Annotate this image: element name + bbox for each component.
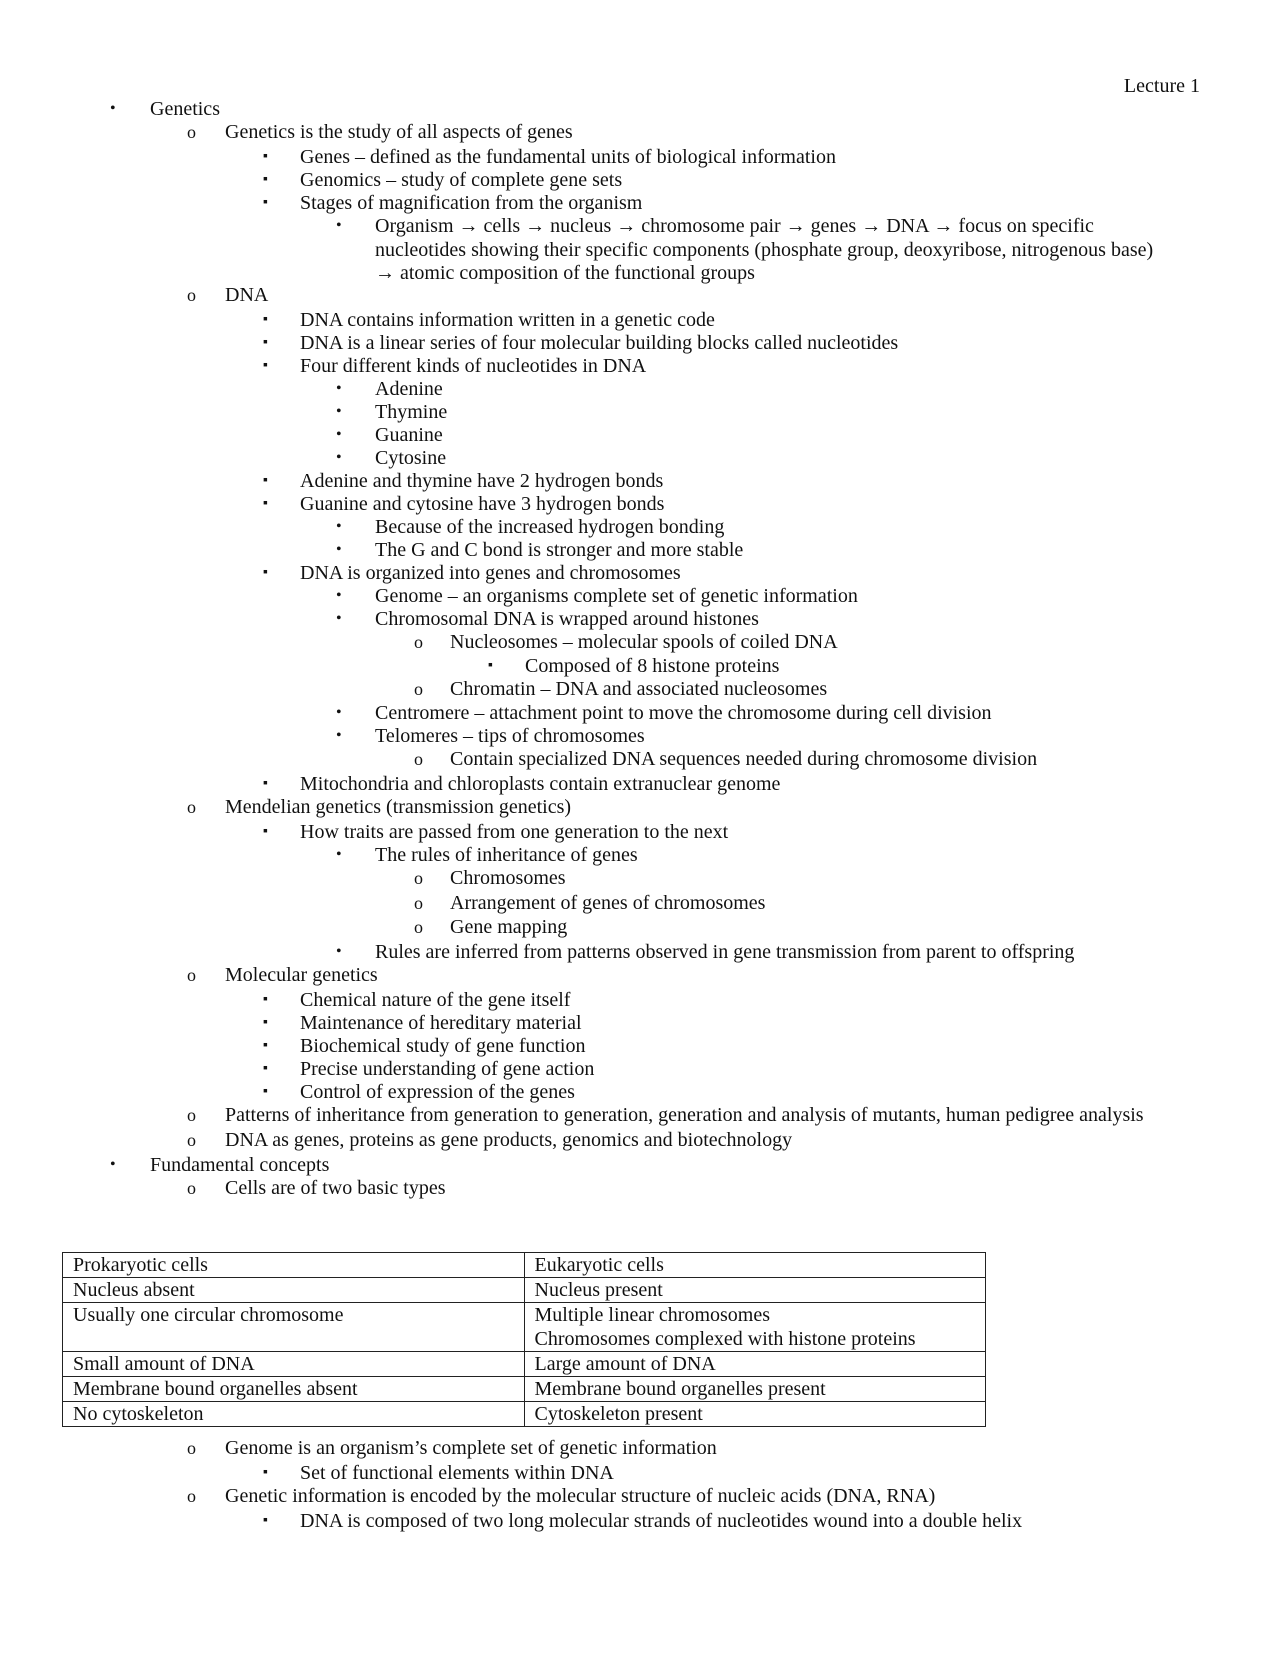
outline-item: Gene mapping xyxy=(450,916,568,938)
table-header-cell: Prokaryotic cells xyxy=(63,1253,525,1278)
bullet-marker: o xyxy=(187,1105,196,1125)
lecture-label: Lecture 1 xyxy=(1123,75,1200,97)
outline-item: Chromosomes xyxy=(450,867,566,889)
bullet-marker: o xyxy=(187,797,196,817)
bullet-marker: o xyxy=(187,1438,196,1458)
outline-item: DNA contains information written in a genetic code xyxy=(300,309,715,331)
outline-item: Stages of magnification from the organism xyxy=(300,192,643,214)
outline-item-continuation: nucleotides showing their specific components (phosphate group, deoxyribose, nitrogenous base) xyxy=(375,239,1154,261)
outline-item: Molecular genetics xyxy=(225,964,378,986)
outline-item: Centromere – attachment point to move the chromosome during cell division xyxy=(375,702,992,724)
bullet-marker: o xyxy=(414,749,423,769)
bullet-marker: ▪ xyxy=(263,1513,268,1528)
outline-item: Composed of 8 histone proteins xyxy=(525,655,780,677)
outline-item: Mitochondria and chloroplasts contain extranuclear genome xyxy=(300,773,781,795)
outline-item: Mendelian genetics (transmission genetics) xyxy=(225,796,572,818)
bullet-marker: ▪ xyxy=(263,992,268,1007)
bullet-marker: • xyxy=(336,587,342,604)
bullet-marker: o xyxy=(414,868,423,888)
bullet-marker: • xyxy=(336,541,342,558)
bullet-marker: • xyxy=(336,426,342,443)
outline-item: Maintenance of hereditary material xyxy=(300,1012,582,1034)
outline-item: Chemical nature of the gene itself xyxy=(300,989,571,1011)
table-cell: Membrane bound organelles absent xyxy=(63,1377,525,1402)
outline-item: The G and C bond is stronger and more stable xyxy=(375,539,744,561)
bullet-marker: ▪ xyxy=(263,149,268,164)
bullet-marker: • xyxy=(336,704,342,721)
bullet-marker: • xyxy=(336,449,342,466)
outline-item: DNA xyxy=(225,284,269,306)
table-cell xyxy=(63,1303,525,1352)
outline-item: Four different kinds of nucleotides in DNA xyxy=(300,355,647,377)
outline-item: Adenine xyxy=(375,378,443,400)
table-cell: Membrane bound organelles present xyxy=(524,1377,986,1402)
bullet-marker: ▪ xyxy=(263,335,268,350)
bullet-marker: o xyxy=(187,1486,196,1506)
outline-item: Adenine and thymine have 2 hydrogen bonds xyxy=(300,470,664,492)
outline-item: DNA is a linear series of four molecular building blocks called nucleotides xyxy=(300,332,899,354)
outline-item: Genetics is the study of all aspects of genes xyxy=(225,121,573,143)
table-row xyxy=(63,1303,986,1352)
bullet-marker: o xyxy=(414,632,423,652)
outline-item: Biochemical study of gene function xyxy=(300,1035,586,1057)
outline-item: Arrangement of genes of chromosomes xyxy=(450,892,766,914)
bullet-marker: ▪ xyxy=(263,496,268,511)
bullet-marker: ▪ xyxy=(263,172,268,187)
bullet-marker: o xyxy=(187,1130,196,1150)
outline-item: Cells are of two basic types xyxy=(225,1177,446,1199)
table-cell: Nucleus present xyxy=(524,1278,986,1303)
table-cell-line: Multiple linear chromosomes xyxy=(534,1304,771,1326)
outline-item: Fundamental concepts xyxy=(150,1154,330,1176)
outline-item: Telomeres – tips of chromosomes xyxy=(375,725,645,747)
outline-item-continuation: → atomic composition of the functional groups xyxy=(375,262,755,284)
bullet-marker: • xyxy=(336,727,342,744)
outline-item: Contain specialized DNA sequences needed during chromosome division xyxy=(450,748,1038,770)
outline-item: DNA is composed of two long molecular strands of nucleotides wound into a double helix xyxy=(300,1510,1023,1532)
bullet-marker: • xyxy=(336,380,342,397)
bullet-marker: • xyxy=(336,518,342,535)
outline-item: Patterns of inheritance from generation to generation, generation and analysis of mutants, human pedigree analysis xyxy=(225,1104,1144,1126)
bullet-marker: ▪ xyxy=(263,1015,268,1030)
outline-item: Genes – defined as the fundamental units of biological information xyxy=(300,146,836,168)
outline-item: Genome is an organism’s complete set of genetic information xyxy=(225,1437,717,1459)
table-row xyxy=(63,1352,986,1377)
bullet-marker: ▪ xyxy=(263,1038,268,1053)
table-cell xyxy=(524,1303,986,1352)
bullet-marker: ▪ xyxy=(263,565,268,580)
table-cell: Nucleus absent xyxy=(63,1278,525,1303)
outline-item: Guanine xyxy=(375,424,443,446)
bullet-marker: • xyxy=(110,100,116,117)
outline-item: Cytosine xyxy=(375,447,447,469)
outline-item: Because of the increased hydrogen bonding xyxy=(375,516,725,538)
outline-item: DNA is organized into genes and chromosomes xyxy=(300,562,681,584)
outline-item: Guanine and cytosine have 3 hydrogen bonds xyxy=(300,493,665,515)
table-cell-line: Usually one circular chromosome xyxy=(73,1304,344,1326)
cell-types-table xyxy=(62,1252,986,1427)
table-row xyxy=(63,1377,986,1402)
table-cell: No cytoskeleton xyxy=(63,1402,525,1427)
bullet-marker: • xyxy=(336,610,342,627)
bullet-marker: o xyxy=(414,917,423,937)
outline-item: Thymine xyxy=(375,401,448,423)
outline-item: Organism → cells → nucleus → chromosome pair → genes → DNA → focus on specific xyxy=(375,215,1094,237)
bullet-marker: o xyxy=(414,679,423,699)
bullet-marker: o xyxy=(187,1178,196,1198)
outline-item: Chromosomal DNA is wrapped around histones xyxy=(375,608,759,630)
bullet-marker: ▪ xyxy=(263,824,268,839)
table-cell-line xyxy=(73,1327,514,1351)
bullet-marker: • xyxy=(336,217,342,234)
bullet-marker: o xyxy=(414,893,423,913)
outline-item: Chromatin – DNA and associated nucleosomes xyxy=(450,678,828,700)
bullet-marker: • xyxy=(336,403,342,420)
bullet-marker: o xyxy=(187,285,196,305)
bullet-marker: ▪ xyxy=(488,658,493,673)
bullet-marker: o xyxy=(187,122,196,142)
outline-item: Genetic information is encoded by the molecular structure of nucleic acids (DNA, RNA) xyxy=(225,1485,936,1507)
table-cell: Cytoskeleton present xyxy=(524,1402,986,1427)
outline-item: DNA as genes, proteins as gene products, genomics and biotechnology xyxy=(225,1129,793,1151)
table-header-row xyxy=(63,1253,986,1278)
table-header-cell: Eukaryotic cells xyxy=(524,1253,986,1278)
bullet-marker: ▪ xyxy=(263,1465,268,1480)
bullet-marker: • xyxy=(336,943,342,960)
bullet-marker: ▪ xyxy=(263,473,268,488)
outline-item: Genome – an organisms complete set of genetic information xyxy=(375,585,858,607)
outline-item: Precise understanding of gene action xyxy=(300,1058,595,1080)
outline-item: Set of functional elements within DNA xyxy=(300,1462,614,1484)
table-cell-line: Chromosomes complexed with histone proteins xyxy=(534,1328,916,1350)
outline-item: Genomics – study of complete gene sets xyxy=(300,169,623,191)
table-row xyxy=(63,1278,986,1303)
bullet-marker: ▪ xyxy=(263,1084,268,1099)
outline-item: Nucleosomes – molecular spools of coiled DNA xyxy=(450,631,838,653)
table-cell: Large amount of DNA xyxy=(524,1352,986,1377)
table-cell: Small amount of DNA xyxy=(63,1352,525,1377)
bullet-marker: o xyxy=(187,965,196,985)
outline-item: Control of expression of the genes xyxy=(300,1081,575,1103)
outline-item: The rules of inheritance of genes xyxy=(375,844,638,866)
bullet-marker: • xyxy=(110,1156,116,1173)
bullet-marker: ▪ xyxy=(263,358,268,373)
bullet-marker: ▪ xyxy=(263,312,268,327)
bullet-marker: ▪ xyxy=(263,195,268,210)
table-row xyxy=(63,1402,986,1427)
outline-item: How traits are passed from one generation to the next xyxy=(300,821,729,843)
outline-item: Rules are inferred from patterns observed in gene transmission from parent to offspring xyxy=(375,941,1075,963)
bullet-marker: ▪ xyxy=(263,1061,268,1076)
bullet-marker: • xyxy=(336,846,342,863)
bullet-marker: ▪ xyxy=(263,776,268,791)
outline-item: Genetics xyxy=(150,98,220,120)
